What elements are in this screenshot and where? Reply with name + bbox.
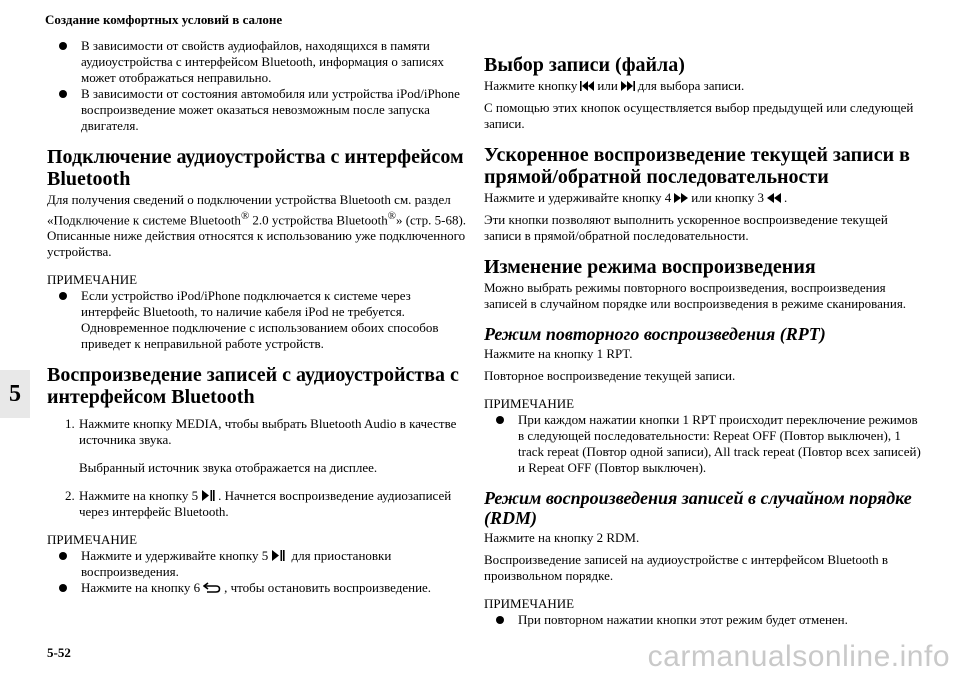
- ff-text-2: Эти кнопки позволяют выполнить ускоренное воспроизведение текущей записи в прямой/обратной последовательности.: [484, 212, 888, 243]
- section-title-ff: Ускоренное воспроизведение текущей записи в прямой/обратной последовательности: [484, 144, 910, 188]
- play-pause-icon: [201, 490, 215, 501]
- section-title-mode: Изменение режима воспроизведения: [484, 256, 816, 278]
- play-note-2: Нажмите на кнопку 6 , чтобы остановить воспроизведение.: [47, 580, 467, 596]
- rpt-note: При каждом нажатии кнопки 1 RPT происходит переключение режимов в следующей последовательности: Repeat OFF (Повтор выключен), 1 track repeat (Повтор одной записи), All track repeat (Повтор всех записей) и Repeat OFF (Повтор выключен).: [484, 412, 924, 476]
- rdm-text-2: Воспроизведение записей на аудиоустройстве с интерфейсом Bluetooth в произвольном порядке.: [484, 552, 888, 583]
- rdm-note: При повторном нажатии кнопки этот режим будет отменен.: [484, 612, 924, 628]
- rdm-text-1: Нажмите на кнопку 2 RDM.: [484, 530, 640, 545]
- intro-bullet-2: В зависимости от состояния автомобиля или устройства iPod/iPhone воспроизведение может оказаться невозможным после запуска двигателя.: [47, 86, 467, 134]
- section-title-rpt: Режим повторного воспроизведения (RPT): [484, 324, 826, 344]
- running-header: Создание комфортных условий в салоне: [45, 12, 283, 27]
- section-title-connect: Подключение аудиоустройства с интерфейсом Bluetooth: [47, 146, 464, 190]
- play-pause-icon: [271, 550, 285, 561]
- note-label-3: ПРИМЕЧАНИЕ: [484, 396, 575, 411]
- section-title-rdm: Режим воспроизведения записей в случайном порядке (RDM): [484, 488, 912, 528]
- connect-text-2: Описанные ниже действия относятся к использованию уже подключенного устройства.: [47, 228, 466, 260]
- ff-text-1: Нажмите и удерживайте кнопку 4 или кнопку 3 .: [484, 190, 788, 205]
- intro-bullet-1: В зависимости от свойств аудиофайлов, находящихся в памяти аудиоустройства с интерфейсом Bluetooth, информация о записях может отображаться неправильно.: [47, 38, 467, 86]
- connect-note: Если устройство iPod/iPhone подключается к системе через интерфейс Bluetooth, то наличие кабеля iPod не требуется. Одновременное подключение с использованием обоих способов приведет к неправильной работе устройств.: [47, 288, 467, 352]
- select-text-2: С помощью этих кнопок осуществляется выбор предыдущей или следующей записи.: [484, 100, 914, 131]
- section-title-play: Воспроизведение записей с аудиоустройства с интерфейсом Bluetooth: [47, 364, 459, 409]
- return-arrow-icon: [203, 582, 221, 593]
- left-column: [47, 38, 467, 596]
- page-number: 5-52: [47, 645, 71, 660]
- chapter-tab: 5: [0, 370, 30, 418]
- note-label-4: ПРИМЕЧАНИЕ: [484, 596, 575, 611]
- note-label: ПРИМЕЧАНИЕ: [47, 272, 138, 288]
- skip-back-icon: [580, 81, 594, 91]
- fast-forward-icon: [674, 193, 688, 203]
- connect-text: Для получения сведений о подключении устройства Bluetooth см. раздел «Подключение к системе Bluetooth® 2.0 устройства Bluetooth®» (стр. 5-68).: [47, 192, 467, 228]
- rewind-icon: [767, 193, 781, 203]
- watermark: carmanualsonline.info: [647, 640, 950, 673]
- mode-text: Можно выбрать режимы повторного воспроизведения, воспроизведения записей в случайном порядке или воспроизведения в режиме сканирования.: [484, 280, 907, 311]
- rpt-text-2: Повторное воспроизведение текущей записи.: [484, 368, 736, 383]
- right-column: [484, 38, 924, 628]
- skip-forward-icon: [621, 81, 635, 91]
- section-title-select: Выбор записи (файла): [484, 54, 685, 76]
- step-1-sub: Выбранный источник звука отображается на дисплее.: [79, 460, 378, 476]
- step-1: 1. Нажмите кнопку MEDIA, чтобы выбрать Bluetooth Audio в качестве источника звука.: [65, 416, 457, 448]
- select-text-1: Нажмите кнопку или для выбора записи.: [484, 78, 745, 93]
- step-2: 2. Нажмите на кнопку 5 . Начнется воспроизведение аудиозаписей через интерфейс Bluetooth.: [65, 488, 452, 520]
- note-label-2: ПРИМЕЧАНИЕ: [47, 532, 138, 548]
- rpt-text-1: Нажмите на кнопку 1 RPT.: [484, 346, 633, 361]
- play-note-1: Нажмите и удерживайте кнопку 5 для приостановки воспроизведения.: [47, 548, 467, 580]
